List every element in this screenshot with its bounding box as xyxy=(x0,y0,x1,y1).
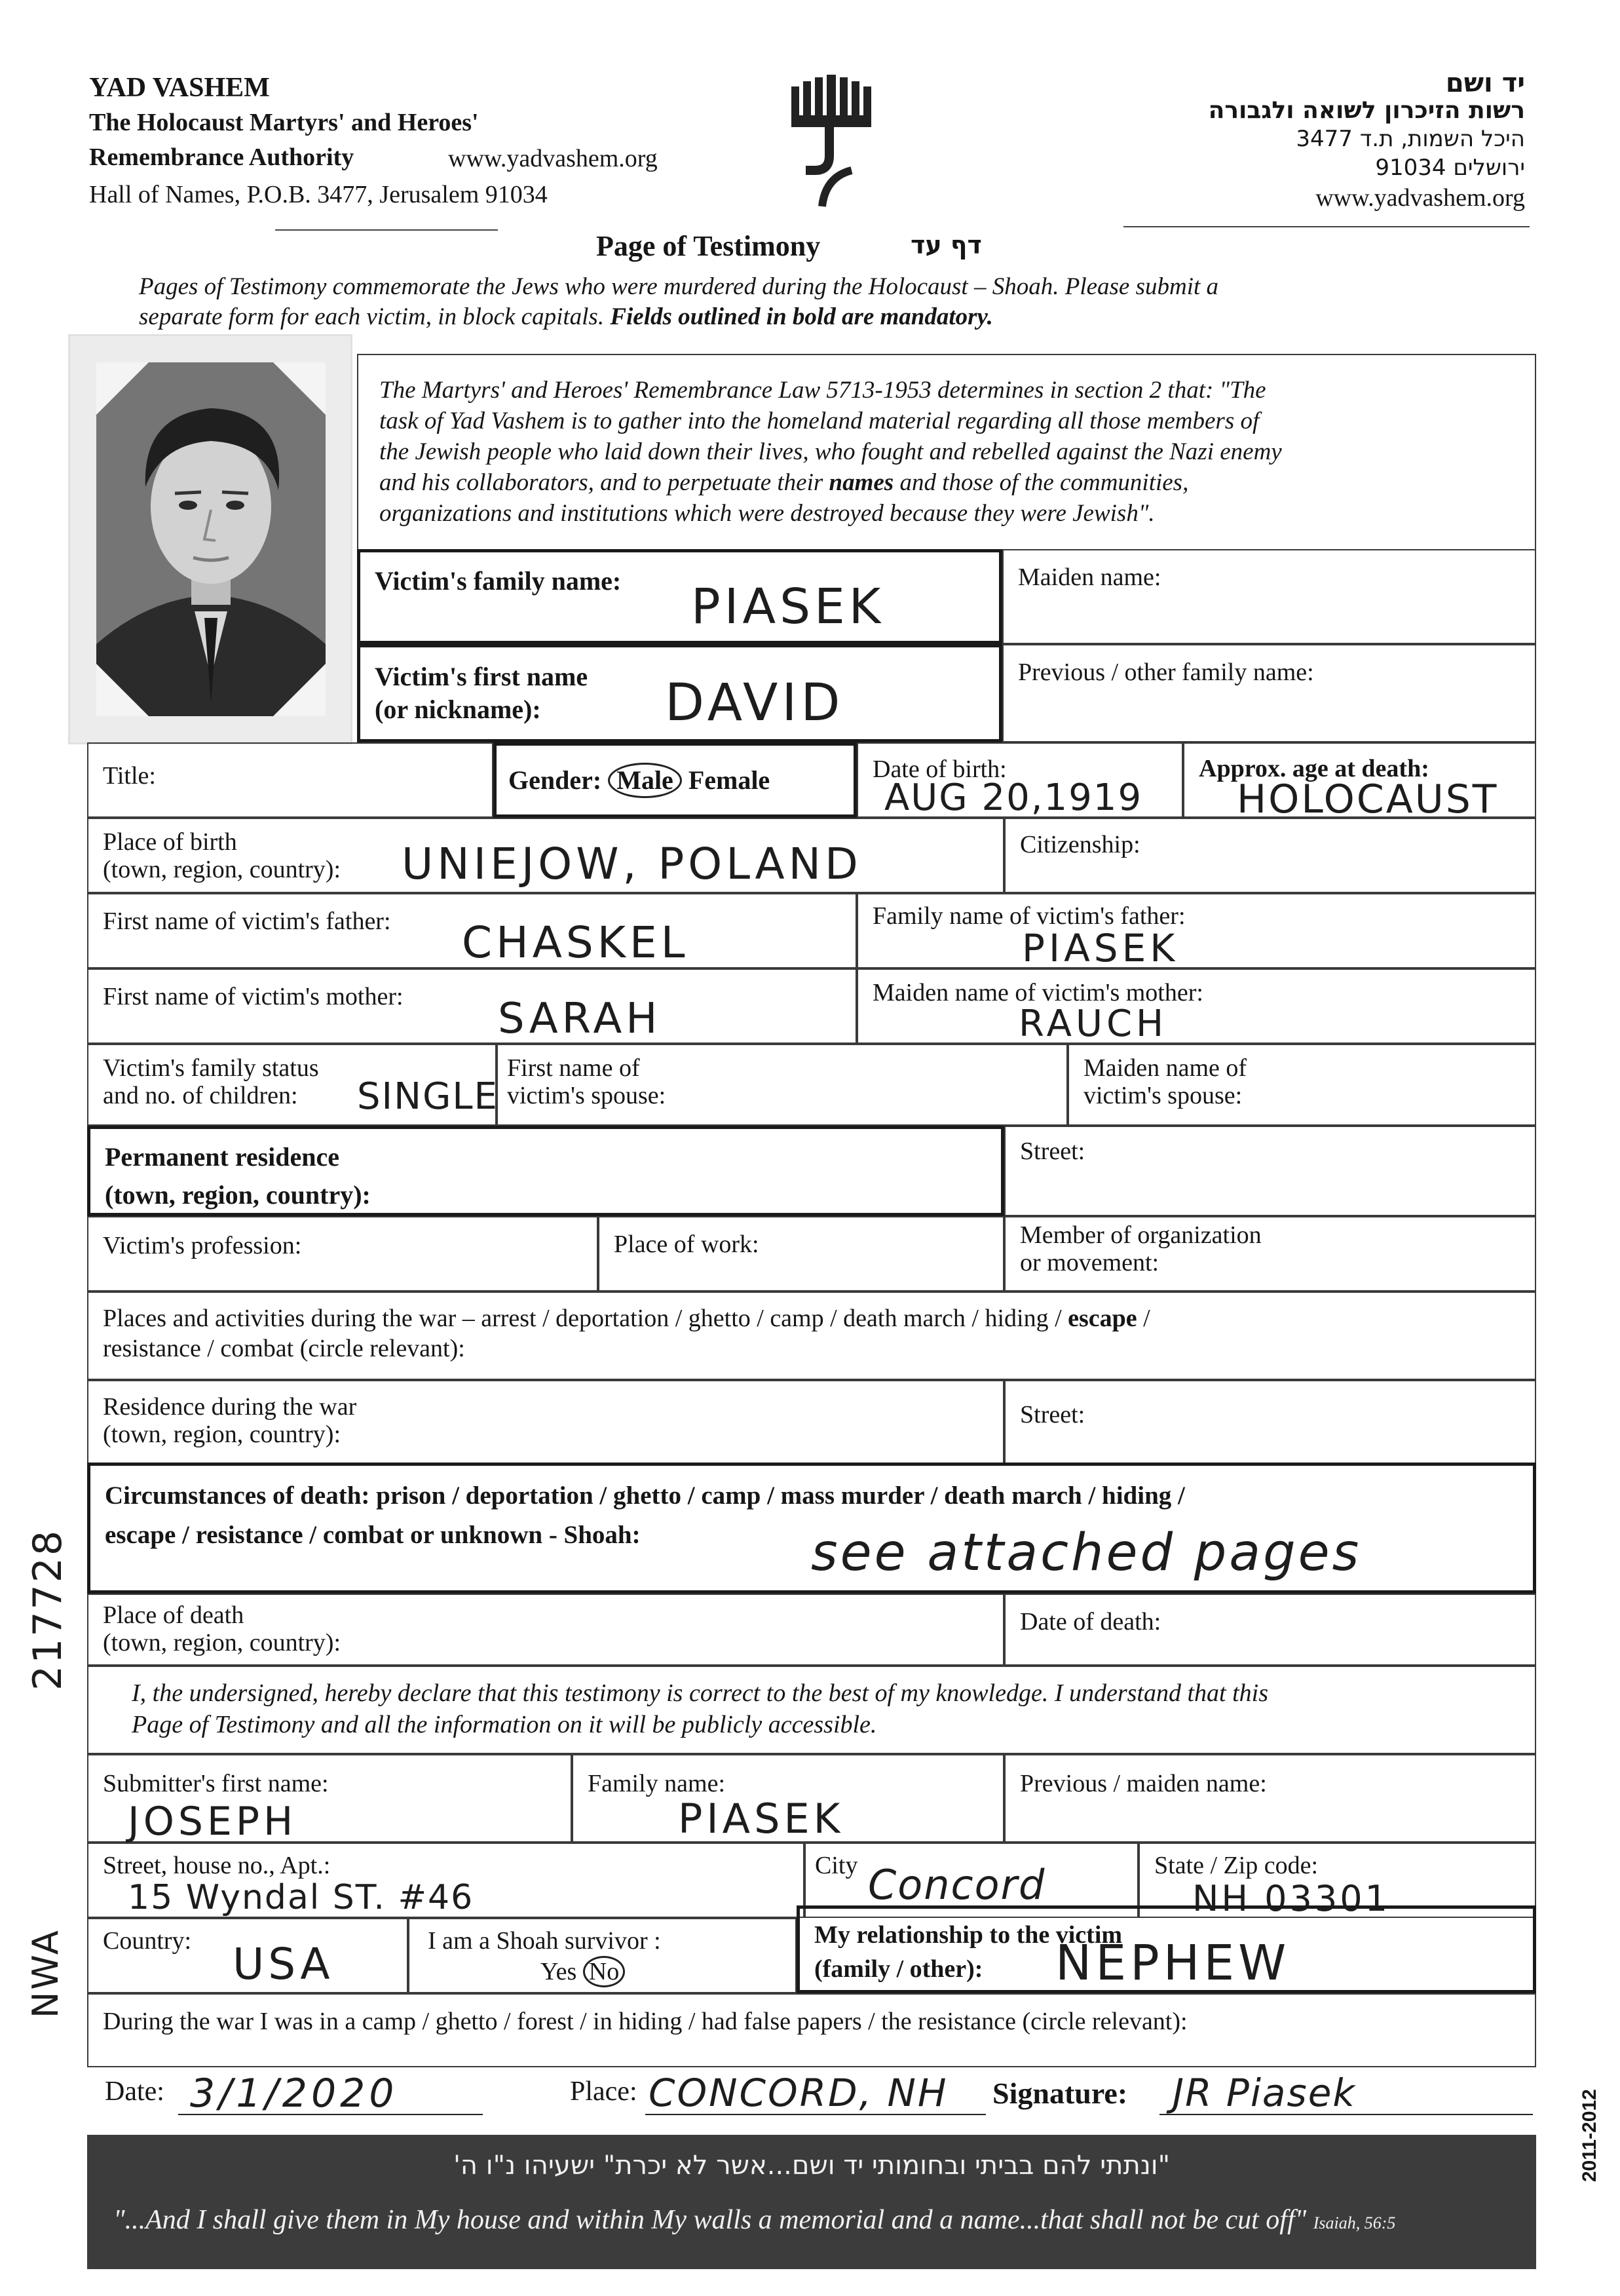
mother-first-name-field[interactable] xyxy=(87,968,857,1044)
relationship-field[interactable] xyxy=(797,1905,1536,1993)
submitter-family-name-field[interactable] xyxy=(572,1754,1004,1843)
circumstances-value: see attached pages xyxy=(811,1523,1362,1582)
footer-english-quote xyxy=(113,2204,1395,2236)
relationship-label1: My relationship to the victim xyxy=(814,1921,1123,1949)
state-label: State / Zip code: xyxy=(1154,1852,1319,1879)
form-year: 2011-2012 xyxy=(1579,2089,1600,2182)
relationship-label2: (family / other): xyxy=(814,1955,983,1983)
first-name-value: DAVID xyxy=(665,674,844,733)
pob-label2: (town, region, country): xyxy=(103,856,341,883)
maiden-name-field[interactable] xyxy=(1002,549,1536,644)
declaration-box xyxy=(87,1666,1536,1754)
signature-value: JR Piasek xyxy=(1173,2071,1356,2115)
father-family-label: Family name of victim's father: xyxy=(873,902,1186,930)
website-right: www.yadvashem.org xyxy=(1315,184,1525,212)
date-label: Date: xyxy=(105,2076,164,2107)
war-places-label2: resistance / combat (circle relevant): xyxy=(103,1335,465,1362)
family-status-value: SINGLE xyxy=(357,1075,499,1118)
submitter-previous-name-field[interactable] xyxy=(1004,1754,1536,1843)
gender-options xyxy=(508,763,770,798)
war-places-line1 xyxy=(103,1303,1150,1333)
family-status-label2: and no. of children: xyxy=(103,1082,298,1109)
date-of-birth-field[interactable] xyxy=(857,742,1183,818)
sub-first-label: Submitter's first name: xyxy=(103,1770,329,1797)
profession-label: Victim's profession: xyxy=(103,1232,302,1259)
spouse-maiden-name-field[interactable] xyxy=(1068,1044,1536,1126)
war-residence-label xyxy=(103,1393,356,1448)
age-value: HOLOCAUST xyxy=(1237,776,1499,822)
residence-label2: (town, region, country): xyxy=(105,1180,371,1210)
country-field[interactable] xyxy=(87,1918,408,1993)
citizenship-field[interactable] xyxy=(1004,818,1536,893)
submitter-family-value: PIASEK xyxy=(678,1795,844,1843)
member-organization-field[interactable] xyxy=(1004,1216,1536,1292)
death-date-label: Date of death: xyxy=(1020,1608,1161,1636)
dob-value: AUG 20,1919 xyxy=(884,776,1143,819)
declaration-text xyxy=(132,1677,1268,1740)
form-title: Page of Testimony xyxy=(596,230,821,262)
intro-line2 xyxy=(139,303,993,331)
gender-male-option[interactable]: Male xyxy=(608,763,682,798)
death-place-label2: (town, region, country): xyxy=(103,1629,341,1656)
signature-label: Signature: xyxy=(992,2076,1128,2110)
war-places-slash: / xyxy=(1137,1305,1150,1332)
family-name-value: PIASEK xyxy=(691,579,885,635)
heb-line1: רשות הזיכרון לשואה ולגבורה xyxy=(1208,97,1525,124)
spouse-first-name-field[interactable] xyxy=(497,1044,1068,1126)
heb-name: יד ושם xyxy=(1445,68,1525,98)
footer-citation: Isaiah, 56:5 xyxy=(1313,2213,1396,2232)
family-status-field[interactable] xyxy=(87,1044,497,1126)
street-apt-value: 15 Wyndal ST. #46 xyxy=(128,1878,474,1917)
law-line5: organizations and institutions which were destroyed because they were Jewish". xyxy=(379,500,1155,527)
margin-number: 217728 xyxy=(25,1528,71,1691)
spouse-maiden-label xyxy=(1083,1054,1247,1109)
spouse-first-label2: victim's spouse: xyxy=(507,1082,666,1109)
circ-label1: Circumstances of death: prison / deportation / ghetto / camp / mass murder / death march / hiding / xyxy=(105,1482,1185,1510)
header-rule-right xyxy=(1123,226,1530,227)
footer-band xyxy=(87,2135,1536,2269)
war-street-label: Street: xyxy=(1020,1401,1085,1428)
heb-line2: היכל השמות, ת.ד 3477 xyxy=(1296,126,1525,152)
yad-vashem-logo xyxy=(786,72,878,210)
circ-label2: escape / resistance / combat or unknown - Shoah: xyxy=(105,1521,641,1549)
footer-english-text: "...And I shall give them in My house and within My walls a memorial and a name...that shall not be cut off" xyxy=(113,2205,1307,2235)
city-label: City xyxy=(815,1852,858,1879)
family-status-label xyxy=(103,1054,319,1109)
permanent-residence-label xyxy=(105,1138,371,1214)
declaration-line2: Page of Testimony and all the information on it will be publicly accessible. xyxy=(132,1711,877,1738)
law-line2: task of Yad Vashem is to gather into the homeland material regarding all those members of xyxy=(379,408,1260,434)
org-name: YAD VASHEM xyxy=(89,73,270,103)
country-label: Country: xyxy=(103,1927,192,1955)
war-places-label xyxy=(103,1303,1150,1364)
date-value: 3/1/2020 xyxy=(190,2071,398,2116)
previous-family-name-field[interactable] xyxy=(1002,644,1536,742)
title-label: Title: xyxy=(103,762,156,790)
first-name-label2: (or nickname): xyxy=(375,695,541,724)
title-field[interactable] xyxy=(87,742,493,818)
place-value: CONCORD, NH xyxy=(649,2071,949,2115)
declaration-line1: I, the undersigned, hereby declare that this testimony is correct to the best of my knowledge. I understand that this xyxy=(132,1679,1269,1707)
work-label: Place of work: xyxy=(614,1231,759,1258)
war-places-escape: escape xyxy=(1068,1305,1137,1332)
age-label: Approx. age at death: xyxy=(1199,755,1429,782)
gender-label: Gender: xyxy=(508,765,602,795)
submitter-first-value: JOSEPH xyxy=(128,1799,297,1845)
intro-line2-a: separate form for each victim, in block capitals. xyxy=(139,303,605,330)
survivor-label: I am a Shoah survivor : xyxy=(428,1927,661,1955)
war-places-label1: Places and activities during the war – arrest / deportation / ghetto / camp / death march / hiding / xyxy=(103,1305,1062,1332)
permanent-residence-field[interactable] xyxy=(87,1126,1004,1216)
age-at-death-field[interactable] xyxy=(1183,742,1536,822)
law-text-box xyxy=(357,354,1536,550)
family-name-label: Victim's family name: xyxy=(375,566,622,596)
spouse-first-label xyxy=(507,1054,666,1109)
street-label: Street: xyxy=(1020,1138,1085,1165)
relationship-value: NEPHEW xyxy=(1055,1935,1290,1991)
law-text xyxy=(379,375,1282,529)
pob-label1: Place of birth xyxy=(103,828,237,856)
father-family-name-field[interactable] xyxy=(857,893,1536,968)
date-of-death-field[interactable] xyxy=(1004,1594,1536,1666)
victim-photo xyxy=(68,334,352,744)
address: Hall of Names, P.O.B. 3477, Jerusalem 91034 xyxy=(89,181,548,208)
margin-initials: NWA xyxy=(25,1928,66,2018)
spouse-maiden-label2: victim's spouse: xyxy=(1083,1082,1243,1109)
place-of-birth-field[interactable] xyxy=(87,818,1004,893)
state-zip-value: NH 03301 xyxy=(1192,1878,1390,1919)
sub-family-label: Family name: xyxy=(588,1770,726,1797)
family-status-label1: Victim's family status xyxy=(103,1054,319,1082)
war-street-field[interactable] xyxy=(1004,1380,1536,1464)
org-line2: Remembrance Authority xyxy=(89,144,354,171)
first-name-label xyxy=(375,660,588,726)
place-of-death-label xyxy=(103,1601,341,1656)
war-places-field[interactable] xyxy=(87,1292,1536,1380)
spouse-maiden-label1: Maiden name of xyxy=(1083,1054,1247,1082)
intro-line2-b: Fields outlined in bold are mandatory. xyxy=(610,303,993,330)
member-label xyxy=(1020,1221,1262,1276)
law-line3: the Jewish people who laid down their lives, who fought and rebelled against the Nazi enemy xyxy=(379,438,1282,465)
submitter-first-name-field[interactable] xyxy=(87,1754,572,1843)
street-apt-field[interactable] xyxy=(87,1843,804,1918)
website-left: www.yadvashem.org xyxy=(448,145,658,172)
survivor-yes-option[interactable]: Yes xyxy=(540,1958,577,1985)
portrait-image xyxy=(70,336,350,742)
header-rule-left xyxy=(275,229,498,231)
residence-label1: Permanent residence xyxy=(105,1142,340,1172)
family-name-field[interactable] xyxy=(357,549,1002,644)
first-name-field[interactable] xyxy=(357,644,1002,742)
city-value: Concord xyxy=(868,1861,1046,1909)
mother-maiden-label: Maiden name of victim's mother: xyxy=(873,979,1203,1006)
first-name-label1: Victim's first name xyxy=(375,662,588,691)
gender-field[interactable] xyxy=(493,742,857,818)
father-first-value: CHASKEL xyxy=(462,917,689,968)
spouse-first-label1: First name of xyxy=(507,1054,640,1082)
shoah-survivor-field[interactable] xyxy=(408,1918,797,1993)
profession-field[interactable] xyxy=(87,1216,598,1292)
father-first-name-field[interactable] xyxy=(87,893,857,968)
street-field[interactable] xyxy=(1004,1126,1536,1216)
mother-maiden-name-field[interactable] xyxy=(857,968,1536,1044)
gender-female-option[interactable]: Female xyxy=(688,765,770,795)
place-of-birth-label xyxy=(103,828,341,883)
war-res-label2: (town, region, country): xyxy=(103,1421,341,1448)
place-of-work-field[interactable] xyxy=(598,1216,1004,1292)
father-family-value: PIASEK xyxy=(1022,926,1179,970)
mother-first-label: First name of victim's mother: xyxy=(103,983,404,1010)
father-first-label: First name of victim's father: xyxy=(103,908,391,935)
maiden-name-label: Maiden name: xyxy=(1018,564,1161,591)
sub-prev-label: Previous / maiden name: xyxy=(1020,1770,1267,1797)
during-war-field[interactable] xyxy=(87,1993,1536,2067)
mother-maiden-value: RAUCH xyxy=(1019,1003,1168,1045)
death-place-label1: Place of death xyxy=(103,1601,244,1629)
org-line1: The Holocaust Martyrs' and Heroes' xyxy=(89,109,479,136)
survivor-options xyxy=(540,1956,625,1987)
country-value: USA xyxy=(233,1939,334,1989)
place-of-birth-value: UNIEJOW, POLAND xyxy=(402,839,862,889)
war-res-label1: Residence during the war xyxy=(103,1393,357,1421)
circumstances-of-death-field[interactable] xyxy=(87,1463,1536,1594)
heb-line3: ירושלים 91034 xyxy=(1375,155,1525,181)
law-line1: The Martyrs' and Heroes' Remembrance Law 5713-1953 determines in section 2 that: "The xyxy=(379,377,1266,404)
previous-family-name-label: Previous / other family name: xyxy=(1018,659,1314,686)
form-title-heb: דף עד xyxy=(911,231,982,259)
dob-label: Date of birth: xyxy=(873,756,1007,783)
footer-hebrew-quote: "ונתתי להם בביתי ובחומותי יד ושם...אשר לא יכרת" ישעיהו נ"ו ה' xyxy=(453,2151,1171,2181)
citizenship-label: Citizenship: xyxy=(1020,831,1140,858)
survivor-no-option[interactable]: No xyxy=(583,1956,625,1987)
place-of-death-field[interactable] xyxy=(87,1594,1004,1666)
member-label1: Member of organization xyxy=(1020,1221,1262,1249)
war-residence-field[interactable] xyxy=(87,1380,1004,1464)
law-line4-b: and those of the communities, xyxy=(894,469,1189,496)
during-war-label: During the war I was in a camp / ghetto / forest / in hiding / had false papers / the resistance (circle relevant): xyxy=(103,2008,1188,2035)
law-line4 xyxy=(379,467,1282,498)
place-label: Place: xyxy=(570,2076,637,2107)
law-line4-names: names xyxy=(829,469,894,496)
intro-line1: Pages of Testimony commemorate the Jews who were murdered during the Holocaust – Shoah. Please submit a xyxy=(139,273,1219,300)
law-line4-a: and his collaborators, and to perpetuate their xyxy=(379,469,823,496)
member-label2: or movement: xyxy=(1020,1249,1159,1276)
street-apt-label: Street, house no., Apt.: xyxy=(103,1852,331,1879)
mother-first-value: SARAH xyxy=(498,995,662,1043)
